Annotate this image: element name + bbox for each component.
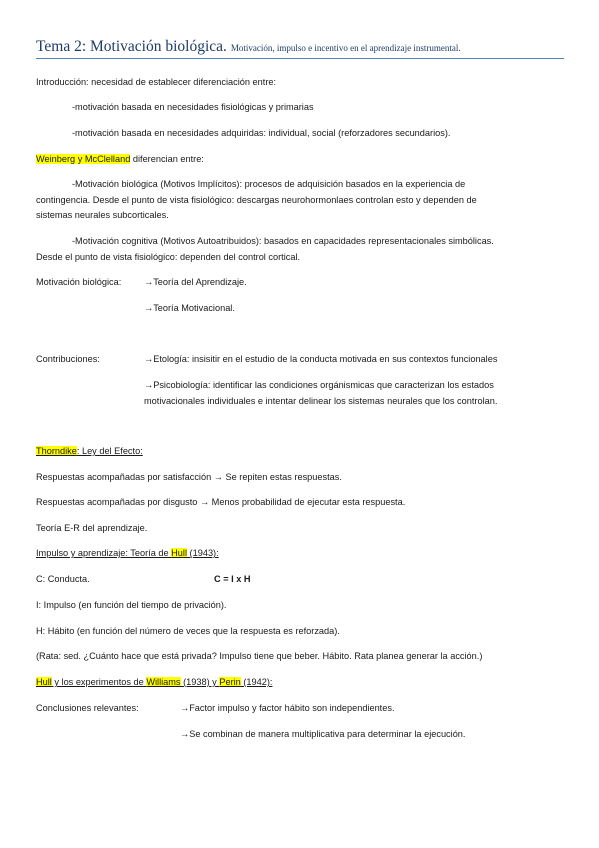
conclusion-2: →Se combinan de manera multiplicativa para determinar la ejecución.: [180, 729, 466, 739]
title-underline: [36, 58, 564, 59]
conclusion-1: →Factor impulso y factor hábito son independientes.: [180, 703, 395, 713]
intro-item-2: -motivación basada en necesidades adquiridas: individual, social (reforzadores secundarios).: [72, 128, 451, 138]
contribuciones-label: Contribuciones:: [36, 354, 100, 364]
teoria-motivacional: →Teoría Motivacional.: [144, 303, 235, 313]
thorndike-rule-2: Respuestas acompañadas por disgusto → Menos probabilidad de ejecutar esta respuesta.: [36, 497, 406, 507]
title-main: Tema 2: Motivación biológica.: [36, 38, 227, 55]
cog-motivation-line-2: Desde el punto de vista fisiológico: dependen del control cortical.: [36, 252, 301, 262]
motivacion-biologica-label: Motivación biológica:: [36, 277, 122, 287]
bio-motivation-line-3: sistemas neurales subcorticales.: [36, 210, 169, 220]
conclusiones-label: Conclusiones relevantes:: [36, 703, 139, 713]
thorndike-heading: [36, 446, 143, 457]
contribucion-etologia: →Etología: insisitir en el estudio de la conducta motivada en sus contextos funcionales: [144, 354, 498, 364]
hull-formula: C = I x H: [214, 574, 251, 584]
experimentos-end: (1942):: [240, 677, 273, 687]
contribucion-psicobiologia-1: →Psicobiología: identificar las condiciones orgánismicas que caracterizan los estados: [144, 380, 494, 390]
teoria-er: Teoría E-R del aprendizaje.: [36, 523, 148, 533]
intro-item-1: -motivación basada en necesidades fisiológicas y primarias: [72, 102, 314, 112]
bio-motivation-line-1: -Motivación biológica (Motivos Implícitos): procesos de adquisición basados en la experiencia de: [72, 179, 466, 189]
rata-example: (Rata: sed. ¿Cuánto hace que está privada? Impulso tiene que beber. Hábito. Rata planea generar la acción.): [36, 651, 483, 661]
contribucion-psicobiologia-2: motivacionales individuales e intentar delinear los sistemas neurales que los controlan.: [144, 396, 498, 406]
weinberg-heading: [36, 154, 204, 165]
weinberg-heading-rest: diferencian entre:: [130, 154, 204, 164]
hull-heading-post: (1943):: [187, 548, 219, 558]
bio-motivation-line-2: contingencia. Desde el punto de vista fisiológico: descargas neurohormonlaes controlan esto y dependen de: [36, 195, 477, 205]
experimentos-mid-1: y los experimentos de: [51, 677, 147, 687]
teoria-aprendizaje: →Teoría del Aprendizaje.: [144, 277, 247, 287]
habito-definition: H: Hábito (en función del número de veces que la respuesta es reforzada).: [36, 626, 340, 636]
thorndike-heading-rest: : Ley del Efecto:: [76, 446, 143, 456]
intro-heading: Introducción: necesidad de establecer diferenciación entre:: [36, 77, 277, 87]
hull-heading: [36, 548, 219, 559]
conducta-definition: C: Conducta.: [36, 574, 90, 584]
title-subtitle: Motivación, impulso e incentivo en el aprendizaje instrumental.: [230, 43, 461, 53]
thorndike-rule-1: Respuestas acompañadas por satisfacción → Se repiten estas respuestas.: [36, 472, 342, 482]
highlight-hull: Hull: [171, 548, 187, 558]
impulso-definition: I: Impulso (en función del tiempo de privación).: [36, 600, 227, 610]
page-title: [36, 38, 461, 56]
highlight-thorndike: Thorndike: [36, 446, 77, 456]
experimentos-mid-2: (1938) y: [180, 677, 220, 687]
highlight-hull-2: Hull: [36, 677, 52, 687]
highlight-perin: Perin: [219, 677, 241, 687]
hull-heading-pre: Impulso y aprendizaje: Teoría de: [36, 548, 172, 558]
highlight-weinberg-mcclelland: Weinberg y McClelland: [36, 154, 131, 164]
cog-motivation-line-1: -Motivación cognitiva (Motivos Autoatribuidos): basados en capacidades representacionales simbólicas.: [72, 236, 494, 246]
experimentos-heading: [36, 677, 272, 688]
highlight-williams: Williams: [146, 677, 181, 687]
